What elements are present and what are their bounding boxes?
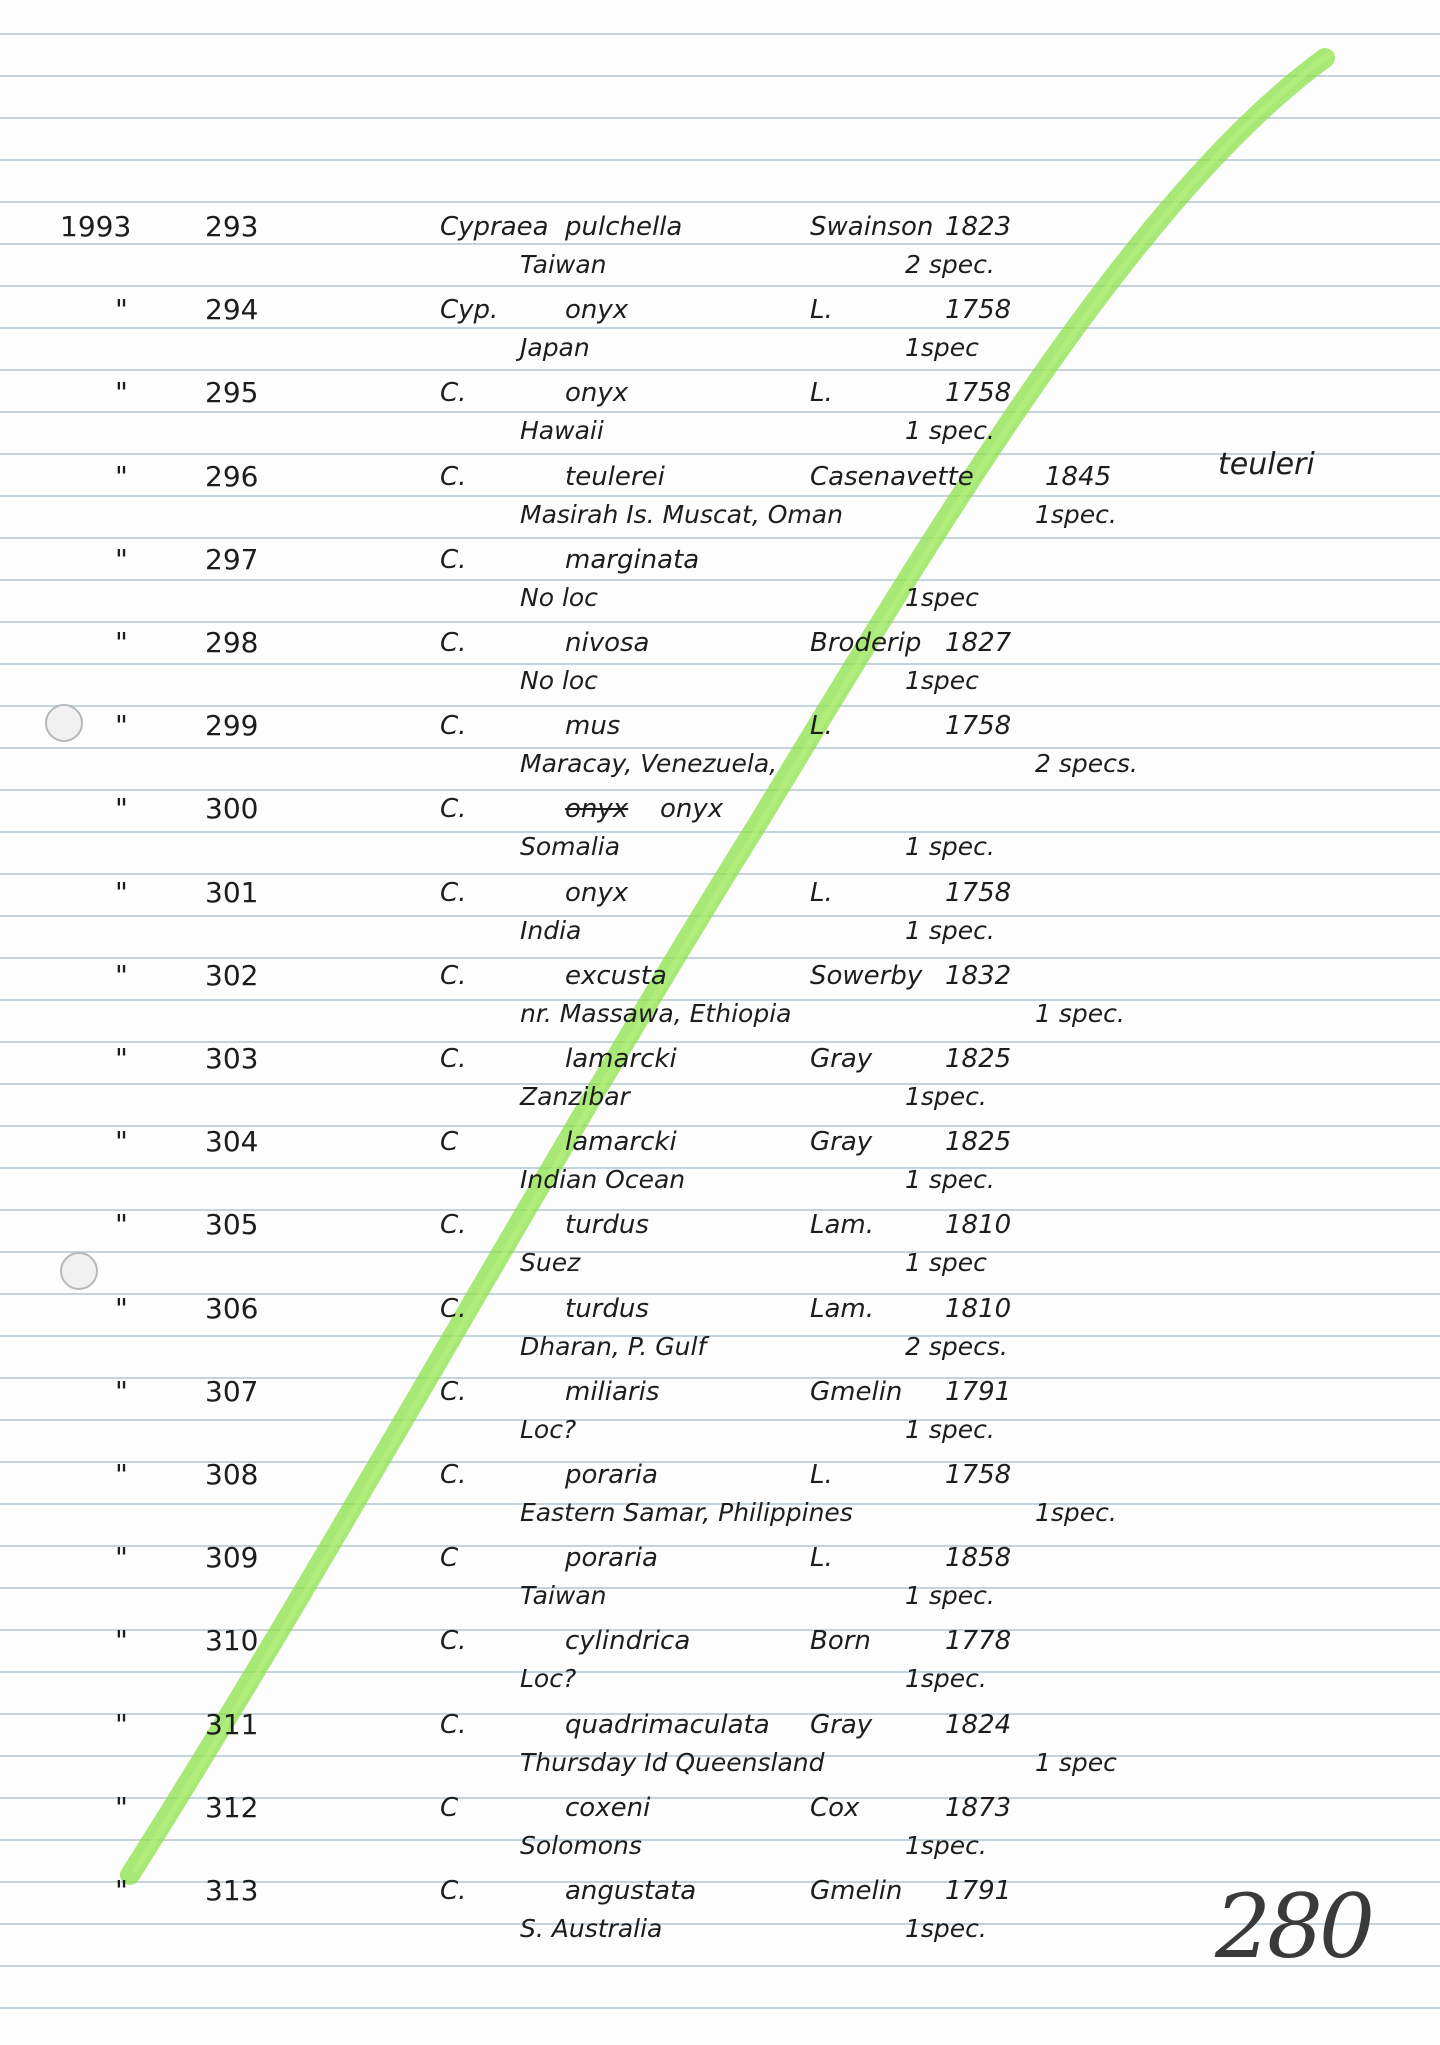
entry-count: 1 spec [1035, 1747, 1117, 1777]
entry-count: 1spec. [905, 1830, 987, 1860]
entry-locality: Indian Ocean [520, 1165, 686, 1195]
entry-number: 312 [205, 1790, 259, 1824]
entry-genus: C. [440, 711, 467, 742]
entry-author: Sowerby [810, 960, 923, 991]
entry-locality: nr. Massawa, Ethiopia [520, 998, 792, 1028]
entry-locality: Suez [520, 1248, 581, 1278]
entry-locality: Thursday Id Queensland [520, 1747, 825, 1777]
entry-date: 1758 [945, 1460, 1012, 1490]
entry-year: " [115, 792, 128, 826]
entry-number: 307 [205, 1374, 259, 1408]
entry-date: 1810 [945, 1210, 1012, 1241]
entry-year: " [115, 709, 128, 743]
entry-number: 300 [205, 792, 259, 826]
entry-author: Lam. [810, 1293, 875, 1324]
entry-author: L. [810, 378, 833, 409]
entry-genus: C [440, 1127, 459, 1158]
entry-count: 1 spec. [905, 832, 995, 862]
entry-year: " [115, 376, 128, 410]
entry-year: " [115, 875, 128, 909]
entry-genus: Cypraea [440, 212, 549, 242]
entry-count: 1spec. [1035, 499, 1117, 529]
entry-year: " [115, 1291, 128, 1325]
entry-locality: Taiwan [520, 1581, 607, 1611]
entry-author: L. [810, 1543, 833, 1574]
entry-author: Gmelin [810, 1876, 903, 1906]
entry-number: 305 [205, 1208, 259, 1242]
entry-count: 1spec [905, 333, 979, 363]
entry-species: mus [565, 711, 621, 742]
entry-locality: Dharan, P. Gulf [520, 1331, 707, 1361]
entry-genus: C. [440, 1210, 467, 1241]
entry-number: 313 [205, 1874, 259, 1907]
entry-locality: India [520, 915, 582, 945]
margin-note: teuleri [1218, 447, 1315, 482]
entry-genus: C. [440, 960, 467, 991]
entry-number: 303 [205, 1042, 259, 1075]
entry-author: Born [810, 1626, 871, 1657]
entry-date: 1810 [945, 1293, 1012, 1324]
entry-genus: C. [440, 1876, 467, 1906]
entry-year: " [115, 1374, 128, 1408]
entry-species: lamarcki [565, 1044, 677, 1074]
entry-number: 293 [205, 210, 259, 243]
entry-genus: C. [440, 794, 467, 825]
entry-species: quadrimaculata [565, 1709, 770, 1740]
entry-number: 294 [205, 293, 259, 327]
entry-year: " [115, 542, 128, 576]
entry-year: " [115, 1458, 128, 1491]
entry-species: excusta [565, 960, 667, 991]
entry-species: miliaris [565, 1376, 660, 1407]
entry-count: 1 spec. [905, 416, 995, 446]
entry-locality: Hawaii [520, 416, 604, 446]
entry-locality: Somalia [520, 832, 621, 862]
entry-species: onyx [565, 295, 629, 326]
entry-number: 298 [205, 626, 259, 659]
entry-species: angustata [565, 1876, 697, 1906]
entry-author: Gray [810, 1127, 873, 1158]
entry-year: " [115, 1208, 128, 1242]
entry-number: 296 [205, 459, 259, 493]
entry-year: " [115, 1874, 128, 1907]
entry-count: 1 spec. [905, 915, 995, 945]
entry-year: " [115, 958, 128, 992]
entry-species: turdus [565, 1210, 649, 1241]
entry-genus: C. [440, 1293, 467, 1324]
entry-author: L. [810, 1460, 833, 1490]
entry-species: cylindrica [565, 1626, 691, 1657]
entry-genus: C. [440, 877, 467, 908]
entry-date: 1824 [945, 1709, 1012, 1740]
entry-locality: Loc? [520, 1414, 577, 1444]
entry-species: pulchella [565, 212, 683, 242]
entry-date: 1873 [945, 1792, 1012, 1823]
entry-year: " [115, 1042, 128, 1075]
entry-species: turdus [565, 1293, 649, 1324]
entry-year: " [115, 293, 128, 327]
page-number: 280 [1215, 1875, 1371, 1978]
entry-date: 1758 [945, 711, 1012, 742]
entry-number: 295 [205, 376, 259, 410]
entry-author: Cox [810, 1792, 860, 1823]
punch-hole-bottom [60, 1252, 98, 1290]
entry-species: onyx [565, 378, 629, 409]
entry-count: 1 spec. [1035, 998, 1125, 1028]
entry-count: 1spec. [905, 1914, 987, 1943]
entry-genus: Cyp. [440, 295, 499, 326]
entry-species: poraria [565, 1543, 658, 1574]
entry-count: 1spec. [905, 1082, 987, 1111]
entry-count: 1 spec. [905, 1165, 995, 1195]
entry-count: 1spec. [905, 1664, 987, 1694]
entry-date: 1832 [945, 960, 1012, 991]
entry-count: 1spec [905, 582, 979, 612]
entry-locality: S. Australia [520, 1914, 663, 1943]
entry-author: Casenavette [810, 461, 974, 492]
entry-number: 308 [205, 1458, 259, 1491]
entry-year: " [115, 1125, 128, 1159]
entry-author: Gray [810, 1709, 873, 1740]
entry-count: 2 specs. [905, 1331, 1008, 1361]
entry-species: onyx [660, 794, 724, 825]
entry-locality: No loc [520, 582, 598, 612]
entry-author: Gmelin [810, 1376, 903, 1407]
entry-count: 1 spec [905, 1248, 987, 1278]
entry-genus: C. [440, 378, 467, 409]
entry-locality: Solomons [520, 1830, 642, 1860]
entry-genus: C. [440, 461, 467, 492]
entry-number: 306 [205, 1291, 259, 1325]
punch-hole-top [45, 704, 83, 742]
entry-date: 1758 [945, 295, 1012, 326]
entry-genus: C. [440, 628, 467, 658]
entry-locality: Taiwan [520, 250, 607, 279]
entry-locality: Maracay, Venezuela, [520, 749, 778, 779]
entry-species: coxeni [565, 1792, 651, 1823]
entry-locality: Loc? [520, 1664, 577, 1694]
entry-number: 299 [205, 709, 259, 743]
entry-date: 1778 [945, 1626, 1012, 1657]
entry-year: " [115, 459, 128, 493]
entry-date: 1845 [1045, 461, 1112, 492]
entry-locality: Eastern Samar, Philippines [520, 1498, 853, 1527]
entry-species: lamarcki [565, 1127, 677, 1158]
entry-year: 1993 [60, 210, 132, 243]
entry-species: poraria [565, 1460, 658, 1490]
entry-number: 311 [205, 1707, 259, 1741]
entry-number: 304 [205, 1125, 259, 1159]
entry-count: 1spec. [1035, 1498, 1117, 1527]
entry-count: 1 spec. [905, 1414, 995, 1444]
entry-genus: C [440, 1792, 459, 1823]
entry-genus: C. [440, 1626, 467, 1657]
entry-author: Broderip [810, 628, 922, 658]
entry-date: 1758 [945, 378, 1012, 409]
struck-species: onyx [565, 794, 629, 825]
entry-genus: C. [440, 1709, 467, 1740]
entry-number: 302 [205, 958, 259, 992]
entry-genus: C. [440, 1044, 467, 1074]
entry-author: L. [810, 877, 833, 908]
entry-date: 1858 [945, 1543, 1012, 1574]
entry-author: L. [810, 295, 833, 326]
entry-author: L. [810, 711, 833, 742]
entry-genus: C. [440, 1460, 467, 1490]
entry-species: onyx [565, 877, 629, 908]
entry-date: 1823 [945, 212, 1012, 242]
entry-genus: C. [440, 1376, 467, 1407]
entry-species: nivosa [565, 628, 650, 658]
entry-count: 2 specs. [1035, 749, 1138, 779]
entry-count: 1spec [905, 666, 979, 695]
entry-year: " [115, 1541, 128, 1575]
entry-locality: Zanzibar [520, 1082, 630, 1111]
entry-date: 1825 [945, 1044, 1012, 1074]
entry-number: 310 [205, 1624, 259, 1658]
entry-year: " [115, 626, 128, 659]
entry-author: Gray [810, 1044, 873, 1074]
entry-author: Swainson [810, 212, 934, 242]
entry-species: teulerei [565, 461, 665, 492]
entry-count: 1 spec. [905, 1581, 995, 1611]
entry-year: " [115, 1624, 128, 1658]
entry-genus: C [440, 1543, 459, 1574]
entry-locality: No loc [520, 666, 598, 695]
entry-date: 1791 [945, 1376, 1012, 1407]
entry-author: Lam. [810, 1210, 875, 1241]
entry-date: 1825 [945, 1127, 1012, 1158]
entry-number: 297 [205, 542, 259, 576]
entry-species: marginata [565, 544, 700, 575]
entry-locality: Japan [520, 333, 590, 363]
entry-locality: Masirah Is. Muscat, Oman [520, 499, 843, 529]
entry-count: 2 spec. [905, 250, 995, 279]
entry-year: " [115, 1790, 128, 1824]
entry-number: 301 [205, 875, 259, 909]
entry-date: 1791 [945, 1876, 1012, 1906]
entry-date: 1758 [945, 877, 1012, 908]
entry-genus: C. [440, 544, 467, 575]
entry-year: " [115, 1707, 128, 1741]
entry-date: 1827 [945, 628, 1012, 658]
entry-number: 309 [205, 1541, 259, 1575]
